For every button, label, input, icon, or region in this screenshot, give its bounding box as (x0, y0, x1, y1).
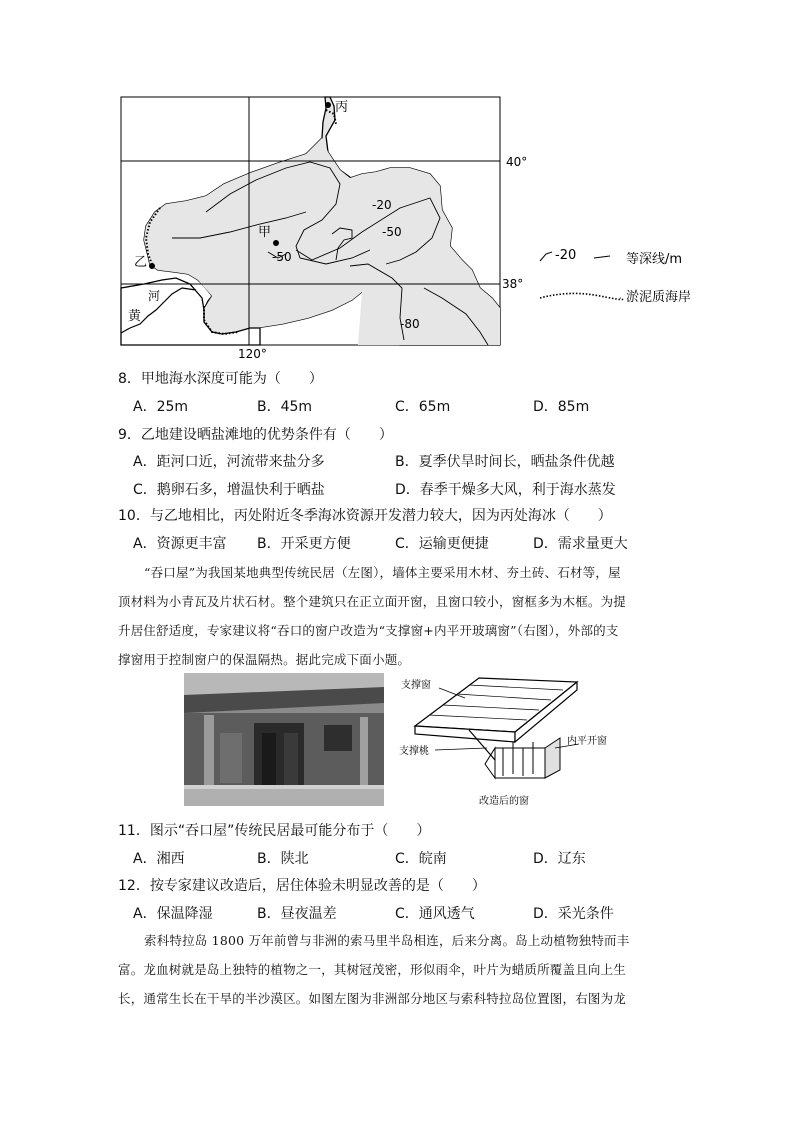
q10-option-a: A．资源更丰富 (133, 536, 227, 552)
q8-option-b: B．45m (257, 399, 313, 415)
passage1-line4: 撑窗用于控制窗户的保温隔热。据此完成下面小题。 (118, 652, 411, 667)
passage-tunkou-house (118, 558, 688, 674)
legend-isobath-line-left (540, 252, 552, 261)
label-inner-window: 内平开窗 (567, 736, 607, 747)
label-lat-38: 38° (502, 277, 524, 291)
legend-isobath-label: 等深线/m (626, 252, 683, 267)
label-support-rod: 支撑桃 (399, 746, 429, 757)
passage-socotra (118, 926, 688, 1013)
q9-option-b: B．夏季伏旱时间长，晒盐条件优越 (395, 454, 615, 470)
house-photo-illustration (184, 673, 384, 806)
q10-stem: 10．与乙地相比，丙处附近冬季海冰资源开发潜力较大，因为丙处海冰（ ） (118, 508, 612, 524)
q10-option-c: C．运输更便捷 (395, 536, 489, 552)
q11-stem: 11．图示“吞口屋”传统民居最可能分布于（ ） (118, 823, 431, 839)
label-yi: 乙 (134, 255, 148, 270)
window-frame-side (545, 738, 560, 778)
q8-option-c: C．65m (395, 399, 451, 415)
label-he: 河 (148, 289, 161, 303)
q8-stem: 8．甲地海水深度可能为（ ） (118, 371, 323, 387)
bohai-map (100, 88, 740, 360)
q11-option-d: D．辽东 (533, 851, 586, 867)
label-huang: 黄 (128, 309, 142, 324)
label-lon-120: 120° (238, 347, 267, 360)
point-jia (273, 240, 279, 246)
q9-option-c: C．鹅卵石多，增温快利于晒盐 (133, 482, 325, 498)
legend-coast-label: 淤泥质海岸 (626, 290, 692, 305)
q8-option-a: A．25m (133, 399, 189, 415)
q11-option-c: C．皖南 (395, 851, 447, 867)
passage2-line1: 索科特拉岛 1800 万年前曾与非洲的索马里半岛相连，后来分离。岛上动植物独特而丰 (144, 933, 630, 948)
label-bing: 丙 (335, 100, 349, 115)
label-jia: 甲 (258, 225, 272, 240)
label-support-window: 支撑窗 (401, 680, 431, 691)
passage1-line2: 顶材料为小青瓦及片状石材。整个建筑只在正立面开窗，且窗口较小，窗框多为木框。为提 (118, 594, 627, 609)
tunkou-house-photo (184, 673, 384, 806)
q12-option-c: C．通风透气 (395, 906, 475, 922)
q9-option-a: A．距河口近，河流带来盐分多 (133, 454, 325, 470)
q10-option-d: D．需求量更大 (533, 536, 628, 552)
q12-option-b: B．昼夜温差 (257, 906, 337, 922)
q9-stem: 9．乙地建设晒盐滩地的优势条件有（ ） (118, 427, 393, 443)
q11-option-b: B．陕北 (257, 851, 309, 867)
label-lat-40: 40° (506, 155, 528, 169)
passage1-line1: “吞口屋”为我国某地典型传统民居（左图），墙体主要采用木材、夯土砖、石材等，屋 (144, 565, 621, 580)
passage1-line3: 升居住舒适度，专家建议将“吞口的窗户改造为“支撑窗+内平开玻璃窗”（右图），外部的支 (118, 623, 619, 638)
point-yi (149, 263, 155, 269)
q12-option-a: A．保温降湿 (133, 906, 213, 922)
legend-isobath-line-right (594, 256, 610, 258)
label-contour-minus80: -80 (400, 317, 420, 331)
window-diagram (395, 668, 635, 810)
passage2-line3: 长，通常生长在干旱的半沙漠区。如图左图为非洲部分地区与索科特拉岛位置图，右图为龙 (118, 991, 627, 1006)
label-contour-minus50-a: -50 (382, 225, 402, 239)
q11-option-a: A．湘西 (133, 851, 185, 867)
q12-stem: 12．按专家建议改造后，居住体验未明显改善的是（ ） (118, 878, 486, 894)
passage2-line2: 富。龙血树就是岛上独特的植物之一，其树冠茂密，形似雨伞，叶片为蜡质所覆盖且向上生 (118, 962, 627, 977)
q8-option-d: D．85m (533, 399, 590, 415)
legend-value: -20 (555, 248, 577, 263)
q12-option-d: D．采光条件 (533, 906, 614, 922)
label-contour-minus20: -20 (372, 198, 392, 212)
figure-caption: 改造后的窗 (479, 796, 529, 807)
q9-option-d: D．春季干燥多大风，利于海水蒸发 (395, 482, 616, 498)
point-bing (325, 102, 331, 108)
q10-option-b: B．开采更方便 (257, 536, 351, 552)
label-contour-minus50-b: -50 (272, 250, 292, 264)
legend-coast-line (540, 293, 623, 299)
